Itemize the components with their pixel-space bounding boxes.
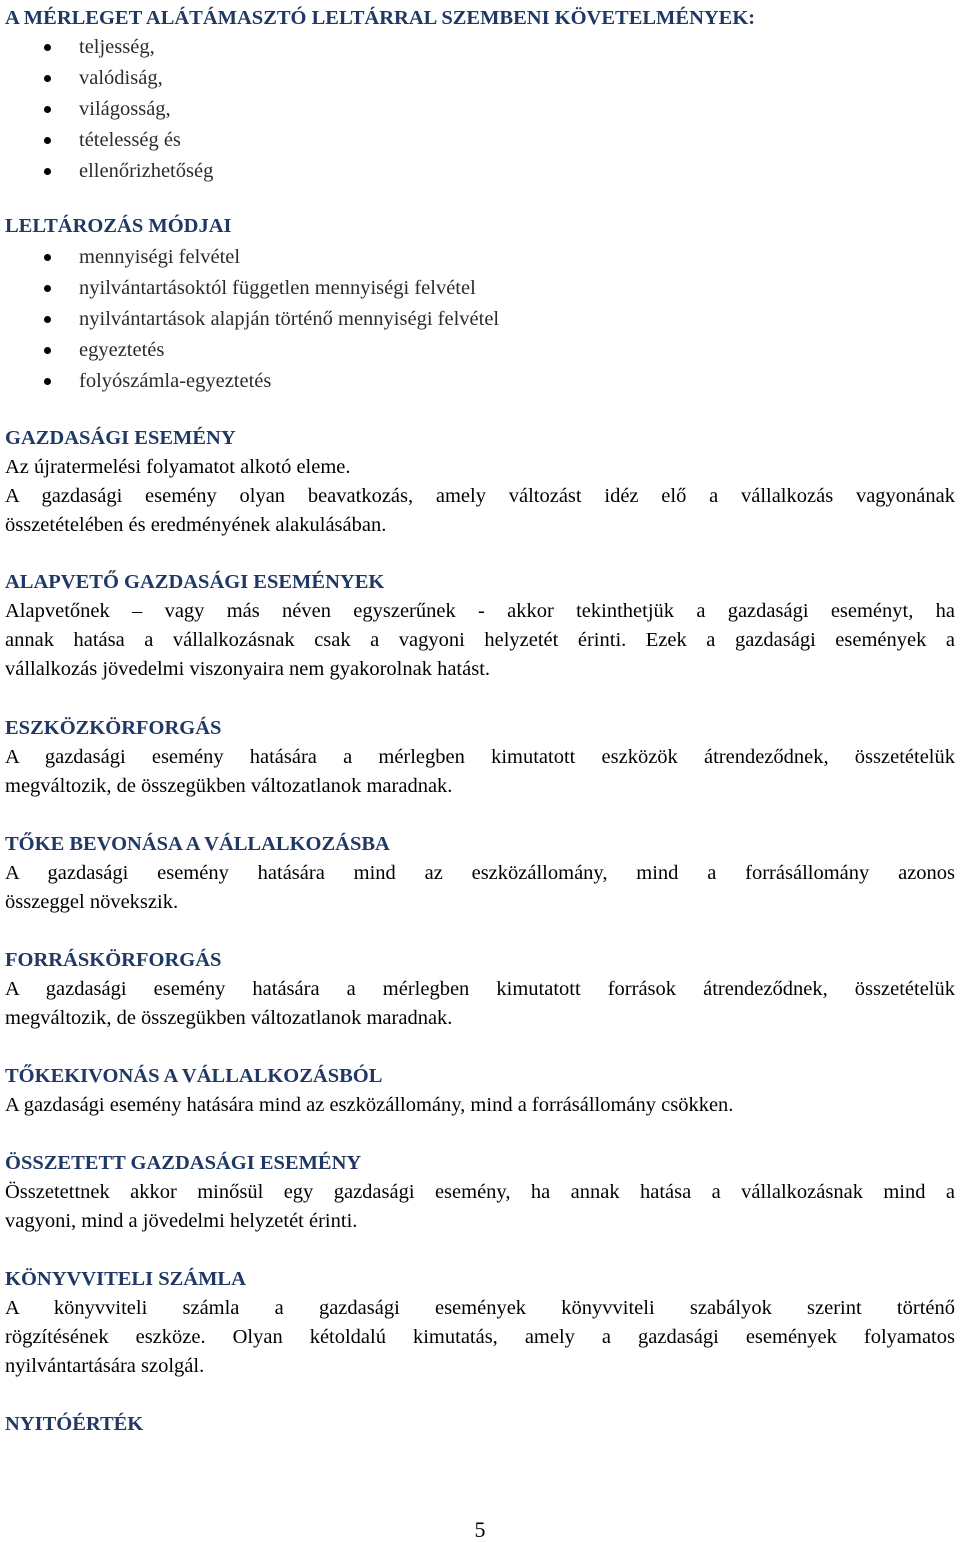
paragraph-line: nyilvántartására szolgál. (5, 1355, 205, 1377)
bullet-icon (44, 316, 51, 323)
list-item-label: nyilvántartásoktól független mennyiségi felvétel (79, 277, 476, 299)
paragraph-line: A gazdasági esemény hatására a mérlegben kimutatott források átrendeződnek, összetételük (5, 978, 955, 1000)
bullet-icon (44, 44, 51, 51)
paragraph-line: A gazdasági esemény hatására mind az eszközállomány, mind a forrásállomány azonos (5, 862, 955, 884)
paragraph-line: Alapvetőnek – vagy más néven egyszerűnek - akkor tekinthetjük a gazdasági eseményt, ha (5, 600, 955, 622)
paragraph-line: összeggel növekszik. (5, 891, 179, 913)
paragraph-line: A gazdasági esemény olyan beavatkozás, amely változást idéz elő a vállalkozás vagyonának (5, 485, 955, 507)
section-heading-economic-event: GAZDASÁGI ESEMÉNY (5, 427, 236, 449)
bullet-icon (44, 168, 51, 175)
section-heading-compound-event: ÖSSZETETT GAZDASÁGI ESEMÉNY (5, 1152, 362, 1174)
paragraph-line: megváltozik, de összegükben változatlanok maradnak. (5, 775, 453, 797)
paragraph-line: megváltozik, de összegükben változatlanok maradnak. (5, 1007, 453, 1029)
list-item-label: mennyiségi felvétel (79, 246, 241, 268)
page-number: 5 (474, 1517, 486, 1542)
bullet-icon (44, 106, 51, 113)
bullet-icon (44, 137, 51, 144)
paragraph-line: Az újratermelési folyamatot alkotó eleme. (5, 456, 351, 478)
list-item-label: ellenőrizhetőség (79, 160, 214, 182)
paragraph-line: Összetettnek akkor minősül egy gazdasági esemény, ha annak hatása a vállalkozásnak mind a (5, 1181, 955, 1203)
section-heading-source-circulation: FORRÁSKÖRFORGÁS (5, 949, 222, 971)
bullet-icon (44, 347, 51, 354)
section-heading-opening-value: NYITÓÉRTÉK (5, 1413, 144, 1435)
section-heading-requirements: A MÉRLEGET ALÁTÁMASZTÓ LELTÁRRAL SZEMBENI KÖVETELMÉNYEK: (5, 7, 756, 29)
list-item-label: egyeztetés (79, 339, 165, 361)
paragraph-line: A gazdasági esemény hatására a mérlegben kimutatott eszközök átrendeződnek, összetételük (5, 746, 955, 768)
paragraph-line: vagyoni, mind a jövedelmi helyzetét érinti. (5, 1210, 358, 1232)
list-item-label: teljesség, (79, 36, 155, 58)
list-item-label: világosság, (79, 98, 171, 120)
section-heading-ledger-account: KÖNYVVITELI SZÁMLA (5, 1268, 246, 1290)
paragraph-line: A gazdasági esemény hatására mind az eszközállomány, mind a forrásállomány csökken. (5, 1094, 734, 1116)
paragraph-line: annak hatása a vállalkozásnak csak a vagyoni helyzetét érinti. Ezek a gazdasági események a (5, 629, 955, 651)
list-item-label: nyilvántartások alapján történő mennyiségi felvétel (79, 308, 500, 330)
paragraph-line: rögzítésének eszköze. Olyan kétoldalú kimutatás, amely a gazdasági események folyamatos (5, 1326, 955, 1348)
bullet-icon (44, 254, 51, 261)
list-item-label: folyószámla-egyeztetés (79, 370, 272, 392)
list-item-label: valódiság, (79, 67, 163, 89)
section-heading-inventory-methods: LELTÁROZÁS MÓDJAI (5, 215, 232, 237)
bullet-icon (44, 75, 51, 82)
section-heading-basic-events: ALAPVETŐ GAZDASÁGI ESEMÉNYEK (5, 571, 385, 593)
list-item-label: tételesség és (79, 129, 181, 151)
bullet-icon (44, 285, 51, 292)
section-heading-asset-circulation: ESZKÖZKÖRFORGÁS (5, 717, 222, 739)
bullet-icon (44, 378, 51, 385)
section-heading-capital-withdrawal: TŐKEKIVONÁS A VÁLLALKOZÁSBÓL (5, 1065, 383, 1087)
paragraph-line: A könyvviteli számla a gazdasági események könyvviteli szabályok szerint történő (5, 1297, 955, 1319)
paragraph-line: összetételében és eredményének alakulásában. (5, 514, 387, 536)
paragraph-line: vállalkozás jövedelmi viszonyaira nem gyakorolnak hatást. (5, 658, 491, 680)
section-heading-capital-contribution: TŐKE BEVONÁSA A VÁLLALKOZÁSBA (5, 833, 390, 855)
